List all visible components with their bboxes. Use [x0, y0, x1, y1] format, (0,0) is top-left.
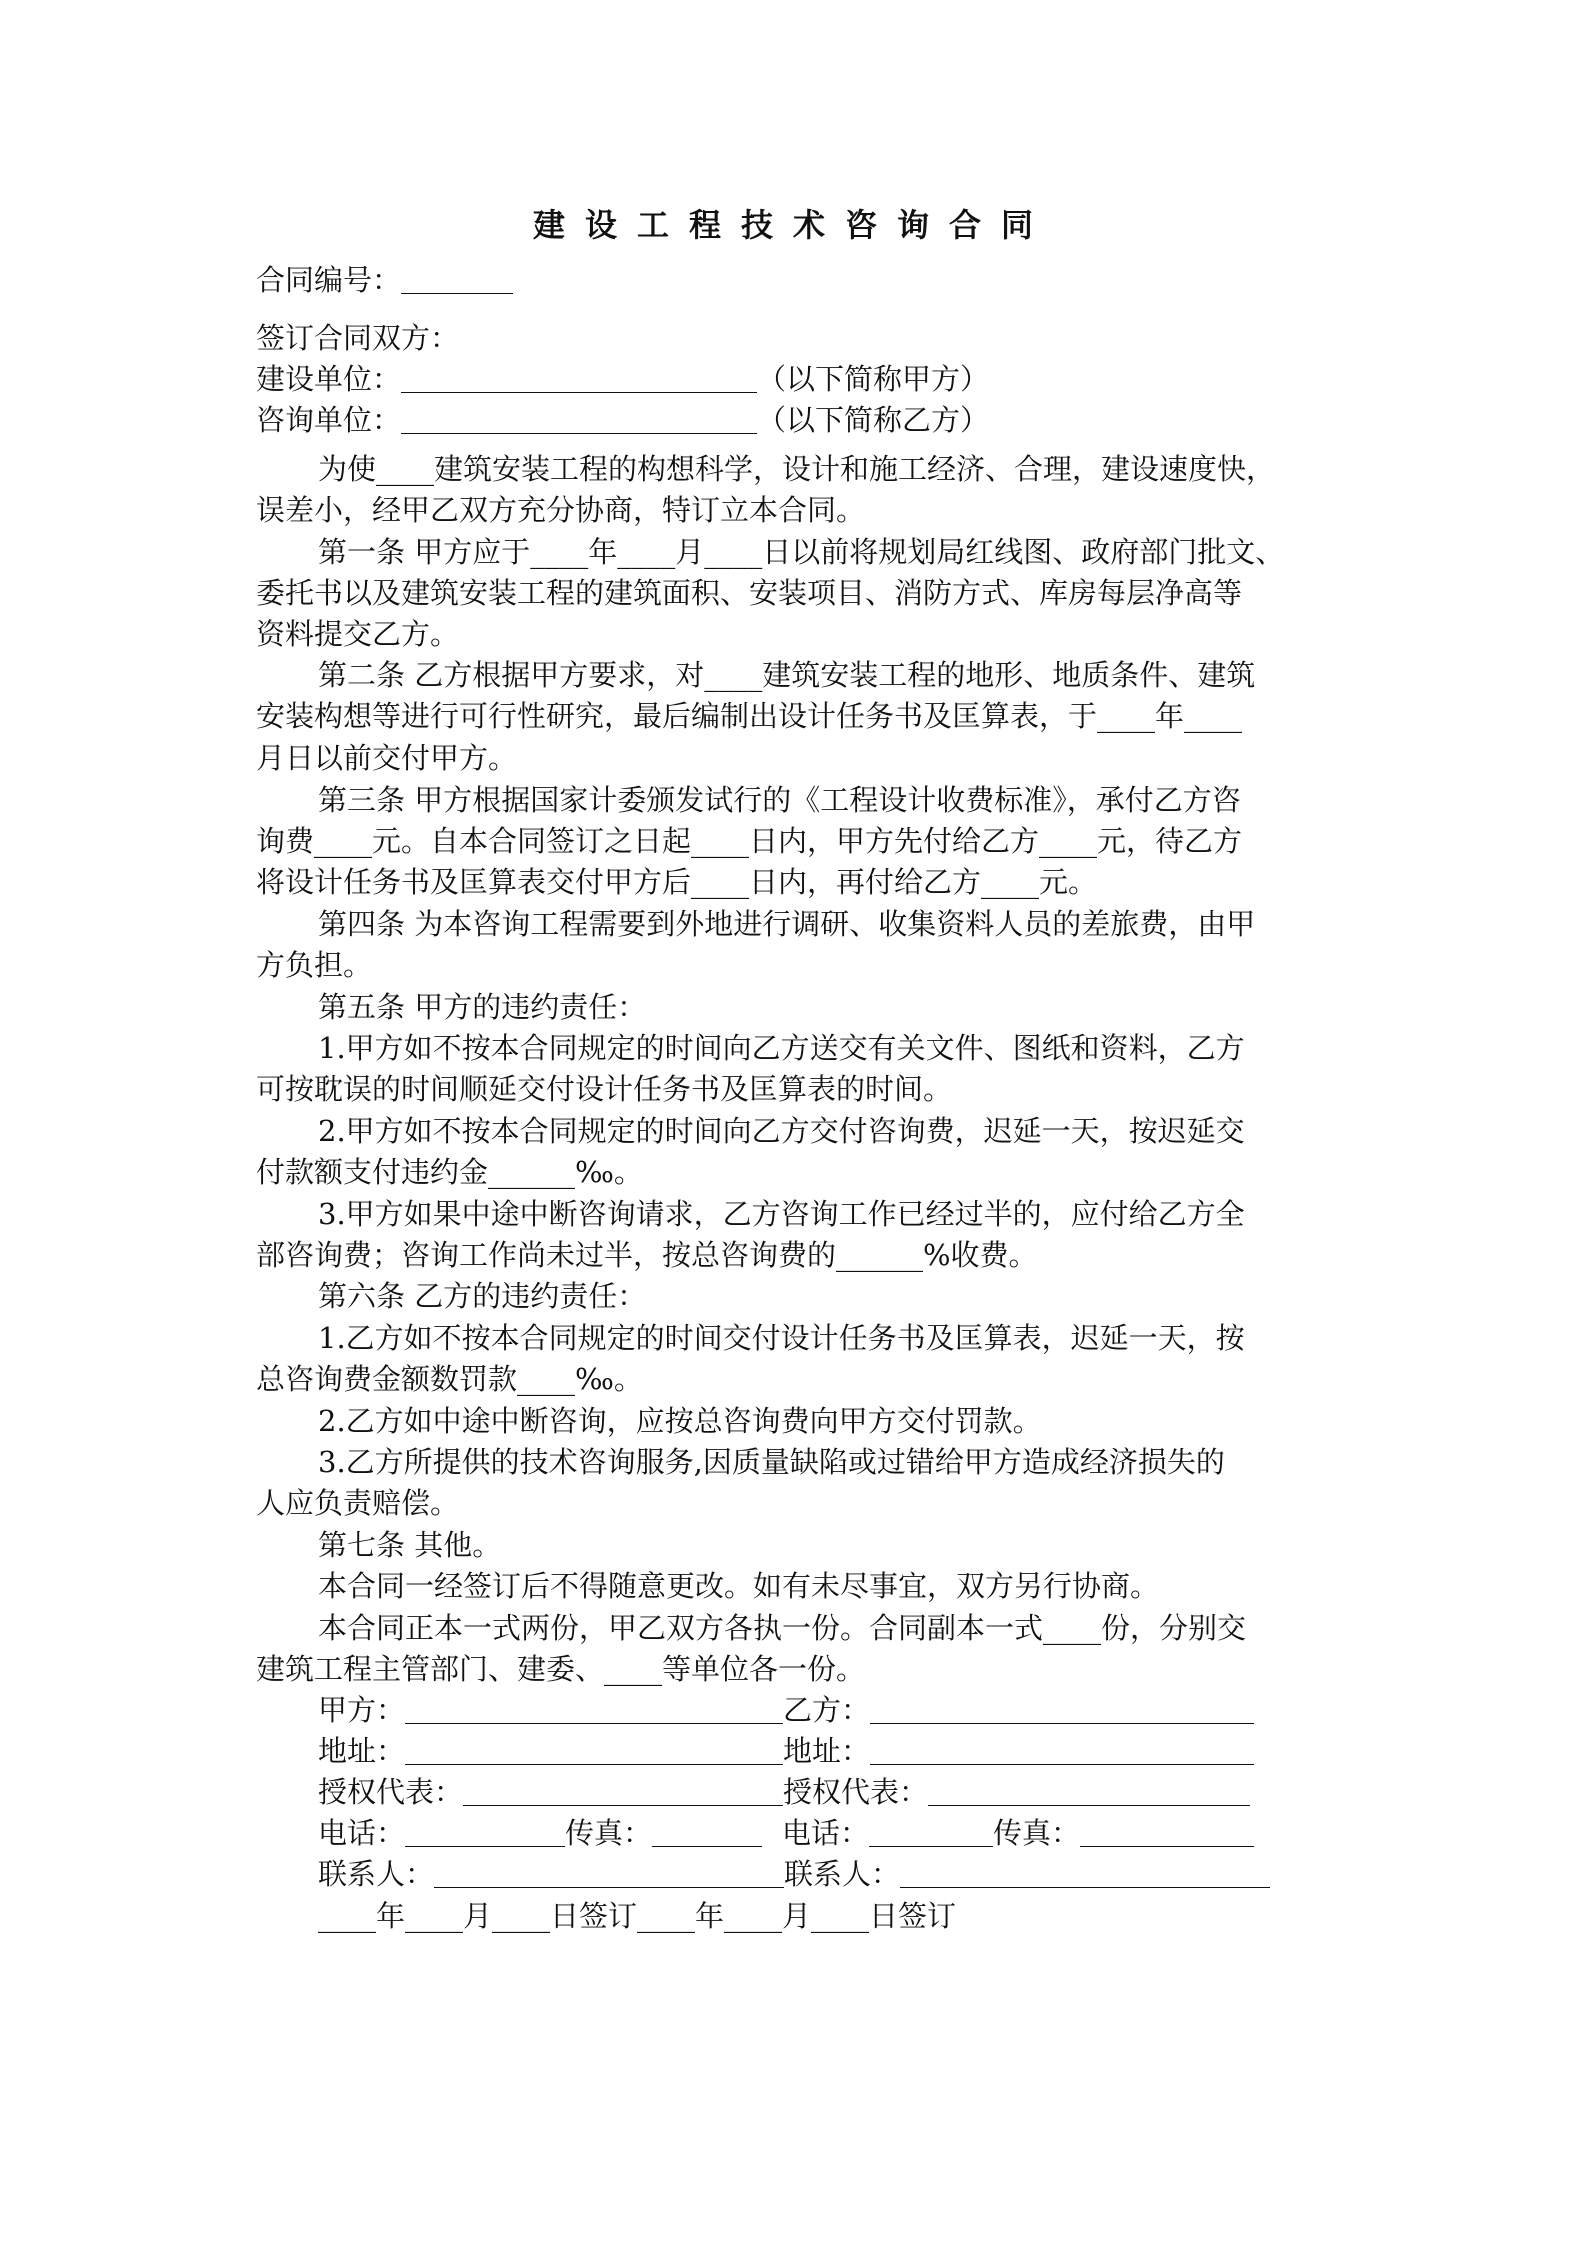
body-line: 部咨询费；咨询工作尚未过半，按总咨询费的______%收费。: [256, 1238, 1038, 1272]
body-line: 3.甲方如果中途中断咨询请求，乙方咨询工作已经过半的，应付给乙方全: [318, 1197, 1245, 1231]
fax-a-blank: [652, 1818, 762, 1847]
body-line: 第一条 甲方应于____年____月____日以前将规划局红线图、政府部门批文、: [318, 535, 1285, 569]
body-line: 人应负责赔偿。: [256, 1486, 460, 1520]
contract-number-blank: [401, 265, 513, 294]
parties-heading: 签订合同双方：: [256, 321, 460, 355]
body-line: 1.乙方如不按本合同规定的时间交付设计任务书及匡算表，迟延一天，按: [318, 1321, 1245, 1355]
body-line: 建筑工程主管部门、建委、____等单位各一份。: [256, 1652, 866, 1686]
body-line: 2.甲方如不按本合同规定的时间向乙方交付咨询费，迟延一天，按迟延交: [318, 1114, 1245, 1148]
body-line: 委托书以及建筑安装工程的建筑面积、安装项目、消防方式、库房每层净高等: [256, 576, 1243, 610]
body-line: 资料提交乙方。: [256, 617, 460, 651]
party-a-blank: [405, 1695, 783, 1724]
body-line: 第五条 甲方的违约责任：: [318, 990, 647, 1024]
body-line: 第二条 乙方根据甲方要求，对____建筑安装工程的地形、地质条件、建筑: [318, 658, 1256, 692]
body-line: 1.甲方如不按本合同规定的时间向乙方送交有关文件、图纸和资料，乙方: [318, 1031, 1245, 1065]
rep-b-blank: [928, 1777, 1250, 1806]
party-b-label: 乙方：: [783, 1693, 871, 1727]
body-line: 可按耽误的时间顺延交付设计任务书及匡算表的时间。: [256, 1072, 953, 1106]
body-line: 第七条 其他。: [318, 1528, 502, 1562]
body-line: 为使____建筑安装工程的构想科学，设计和施工经济、合理，建设速度快，: [318, 452, 1276, 486]
body-line: 将设计任务书及匡算表交付甲方后____日内，再付给乙方____元。: [256, 865, 1098, 899]
rep-a-blank: [463, 1777, 783, 1806]
fax-b-label: 传真：: [993, 1816, 1081, 1850]
sign-row-party: [318, 1689, 1254, 1731]
body-line: 第四条 为本咨询工程需要到外地进行调研、收集资料人员的差旅费，由甲: [318, 907, 1256, 941]
address-b-label: 地址：: [783, 1734, 871, 1768]
consultant-row: [256, 399, 989, 441]
builder-label: 建设单位：: [256, 362, 402, 396]
consultant-suffix: （以下简称乙方）: [757, 403, 990, 437]
contact-b-blank: [900, 1859, 1270, 1888]
body-line: 本合同正本一式两份，甲乙双方各执一份。合同副本一式____份，分别交: [318, 1611, 1247, 1645]
contract-number-label: 合同编号：: [256, 263, 402, 297]
body-line: 安装构想等进行可行性研究，最后编制出设计任务书及匡算表，于____年____: [256, 699, 1243, 733]
address-b-blank: [870, 1736, 1254, 1765]
contact-b-label: 联系人：: [784, 1857, 901, 1891]
contact-a-blank: [434, 1859, 784, 1888]
address-a-label: 地址：: [318, 1734, 406, 1768]
builder-suffix: （以下简称甲方）: [757, 362, 990, 396]
body-line: 2.乙方如中途中断咨询，应按总咨询费向甲方交付罚款。: [318, 1404, 1042, 1438]
body-line: 第六条 乙方的违约责任：: [318, 1279, 647, 1313]
body-line: 误差小，经甲乙双方充分协商，特订立本合同。: [256, 493, 866, 527]
phone-b-blank: [869, 1818, 993, 1847]
rep-a-label: 授权代表：: [318, 1775, 464, 1809]
fax-b-blank: [1080, 1818, 1254, 1847]
builder-row: [256, 358, 989, 400]
consultant-label: 咨询单位：: [256, 403, 402, 437]
body-line: 3.乙方所提供的技术咨询服务,因质量缺陷或过错给甲方造成经济损失的: [318, 1445, 1225, 1479]
sign-date-line: ____年____月____日签订____年____月____日签订: [318, 1899, 957, 1933]
phone-b-label: 电话：: [782, 1816, 870, 1850]
phone-a-blank: [405, 1818, 565, 1847]
document-title: 建设工程技术咨询合同: [532, 206, 1053, 244]
body-line: 第三条 甲方根据国家计委颁发试行的《工程设计收费标准》，承付乙方咨: [318, 783, 1241, 817]
sign-row-contact: [318, 1853, 1270, 1895]
address-a-blank: [405, 1736, 783, 1765]
contact-a-label: 联系人：: [318, 1857, 435, 1891]
fax-a-label: 传真：: [565, 1816, 653, 1850]
body-line: 月日以前交付甲方。: [256, 741, 518, 775]
body-line: 付款额支付违约金______‰。: [256, 1155, 643, 1189]
body-line: 总咨询费金额数罚款____‰。: [256, 1362, 643, 1396]
phone-a-label: 电话：: [318, 1816, 406, 1850]
sign-row-phone: [318, 1812, 1254, 1854]
body-line: 本合同一经签订后不得随意更改。如有未尽事宜，双方另行协商。: [318, 1569, 1160, 1603]
rep-b-label: 授权代表：: [783, 1775, 929, 1809]
sign-row-rep: [318, 1771, 1250, 1813]
party-a-label: 甲方：: [318, 1693, 406, 1727]
party-b-blank: [870, 1695, 1254, 1724]
body-line: 方负担。: [256, 948, 373, 982]
sign-row-address: [318, 1730, 1254, 1772]
builder-blank: [401, 364, 757, 393]
consultant-blank: [401, 405, 757, 434]
body-line: 询费____元。自本合同签订之日起____日内，甲方先付给乙方____元，待乙方: [256, 824, 1243, 858]
contract-number-row: [256, 259, 513, 301]
